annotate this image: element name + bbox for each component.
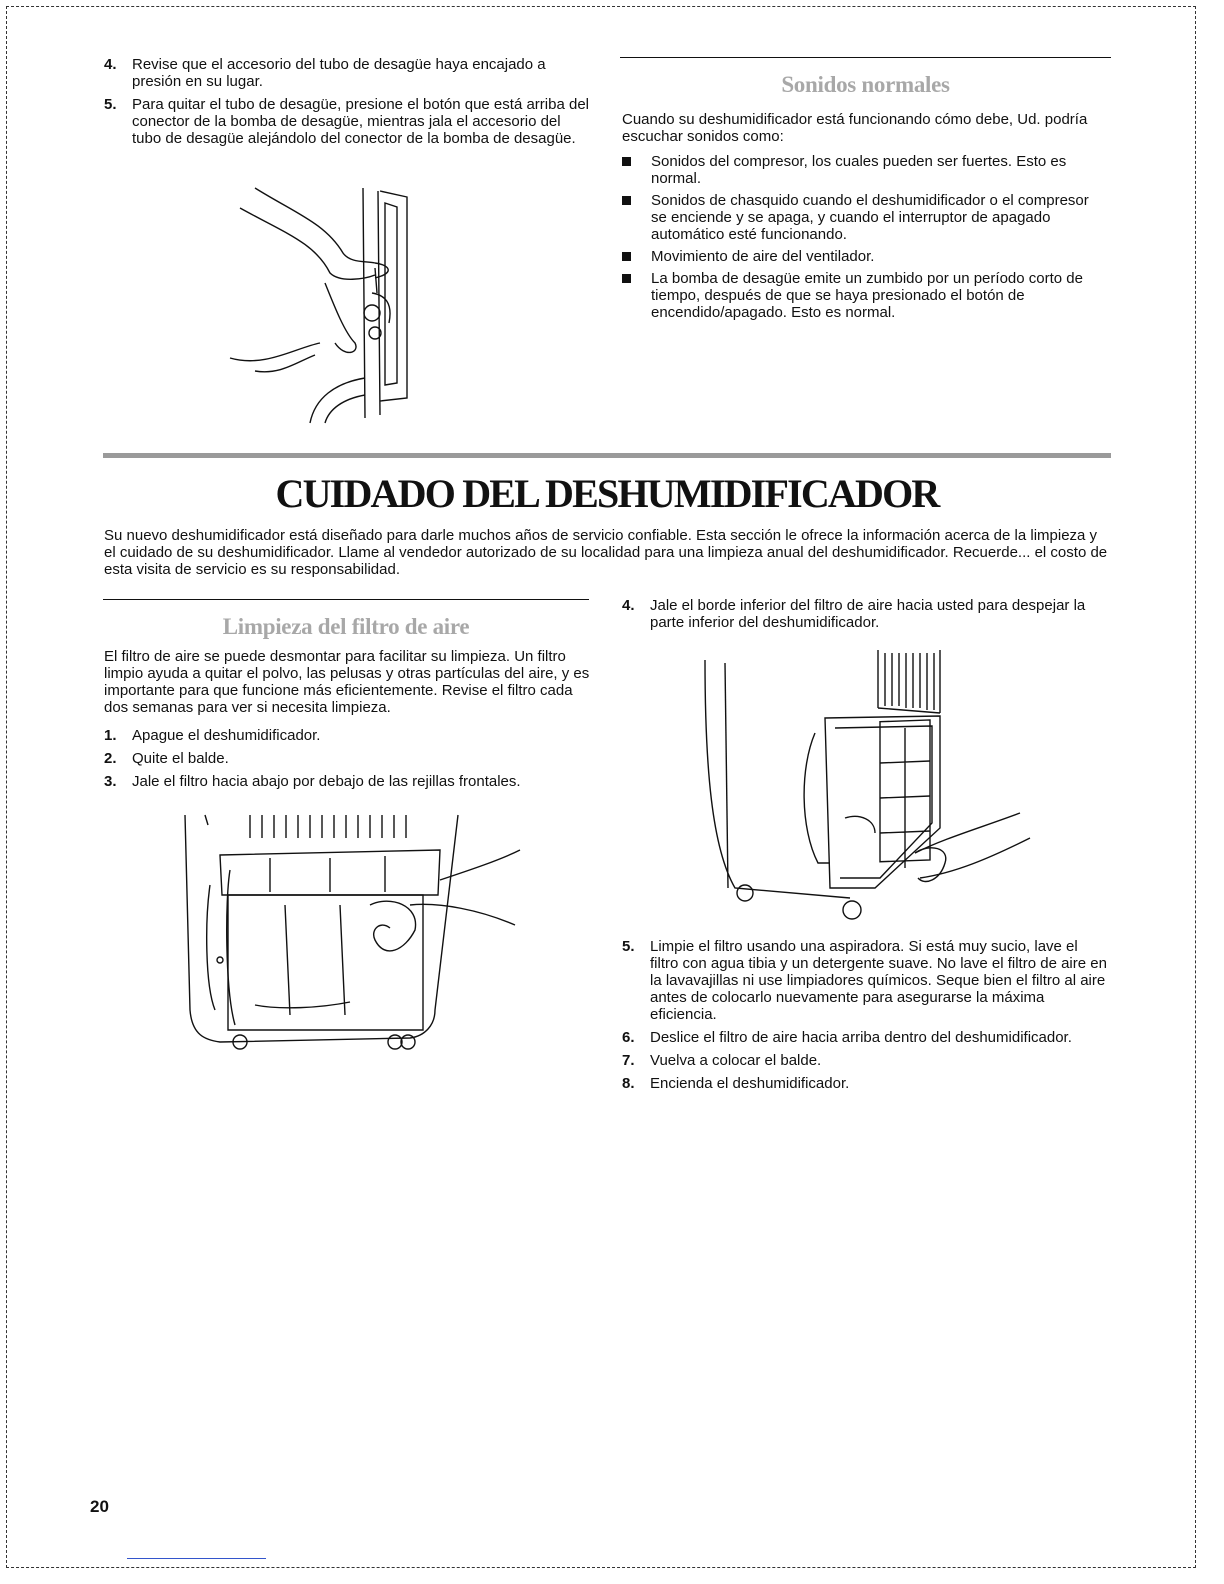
step-text: Deslice el filtro de aire hacia arriba dentro del deshumidificador. (650, 1029, 1072, 1046)
filter-removal-illustration (180, 810, 525, 1055)
step-text: Quite el balde. (132, 750, 229, 767)
list-item (104, 727, 590, 744)
step-number: 1. (104, 727, 117, 744)
bullet-square-icon (622, 196, 631, 205)
sounds-section-rule (620, 57, 1111, 58)
step-text: Jale el borde inferior del filtro de aire hacia usted para despejar la parte inferior del deshumidificador. (650, 597, 1086, 631)
list-item (622, 1029, 1108, 1046)
page-title: CUIDADO DEL DESHUMIDIFICADOR (275, 471, 939, 516)
list-item (620, 248, 1105, 265)
list-item (622, 597, 1104, 631)
step-text: Revise que el accesorio del tubo de desagüe haya encajado a presión en su lugar. (132, 56, 546, 90)
step-text: Limpie el filtro usando una aspiradora. Si está muy sucio, lave el filtro con agua tibia y un detergente suave. No lave el filtro de aire en la lavavajillas ni use limpiadores químicos. Seque bien el filtro al aire antes de colocarlo nuevamente para asegurarse la máxima eficiencia. (650, 938, 1107, 1023)
list-item (104, 750, 590, 767)
filter-heading: Limpieza del filtro de aire (222, 614, 470, 639)
step-text: Para quitar el tubo de desagüe, presione el botón que está arriba del conector de la bomba de desagüe, mientras jala el accesorio del tubo de desagüe alejándolo del conector de la bomba de desagüe. (132, 96, 589, 147)
list-item (622, 938, 1108, 1023)
bullet-square-icon (622, 274, 631, 283)
step-number: 7. (622, 1052, 635, 1069)
step-number: 2. (104, 750, 117, 767)
care-intro: Su nuevo deshumidificador está diseñado para darle muchos años de servicio confiable. Esta sección le ofrece la información acerca de la limpieza y el cuidado de su deshumidificador. Llame al vendedor autorizado de su localidad para una limpieza anual del deshumidificador. Recuerde... el costo de esta visita de servicio es su responsabilidad. (104, 527, 1108, 578)
step-number: 4. (622, 597, 635, 614)
filter-steps-5-8 (622, 938, 1108, 1098)
filter-pull-illustration (700, 648, 1040, 923)
list-item-text: La bomba de desagüe emite un zumbido por un período corto de tiempo, después de que se haya presionado el botón de encendido/apagado. Esto es normal. (651, 270, 1083, 321)
step-number: 8. (622, 1075, 635, 1092)
drain-hose-illustration (225, 183, 415, 428)
filter-step-4 (622, 597, 1104, 637)
step-number: 5. (104, 96, 117, 113)
filter-steps-1-3 (104, 727, 590, 796)
list-item (104, 773, 590, 790)
step-number: 4. (104, 56, 117, 73)
step-text: Jale el filtro hacia abajo por debajo de las rejillas frontales. (132, 773, 521, 790)
list-item (620, 270, 1105, 321)
list-item-text: Sonidos de chasquido cuando el deshumidificador o el compresor se enciende y se apaga, y cuando el interruptor de apagado automático esté funcionando. (651, 192, 1089, 243)
step-number: 3. (104, 773, 117, 790)
list-item (622, 1052, 1108, 1069)
sounds-list (620, 153, 1105, 326)
filter-intro: El filtro de aire se puede desmontar para facilitar su limpieza. Un filtro limpio ayuda a quitar el polvo, las pelusas y otras partículas del aire, y es importante para que funcione más eficientemente. Revise el filtro cada dos semanas para ver si necesita limpieza. (104, 648, 590, 716)
list-item (622, 1075, 1108, 1092)
list-item-text: Sonidos del compresor, los cuales pueden ser fuertes. Esto es normal. (651, 153, 1067, 187)
bullet-square-icon (622, 157, 631, 166)
step-text: Vuelva a colocar el balde. (650, 1052, 822, 1069)
page-number: 20 (90, 1497, 109, 1516)
bullet-square-icon (622, 252, 631, 261)
footer-line (127, 1558, 266, 1559)
step-number: 5. (622, 938, 635, 955)
step-text: Apague el deshumidificador. (132, 727, 321, 744)
list-item (620, 153, 1105, 187)
list-item (620, 192, 1105, 243)
list-item (104, 56, 590, 90)
step-text: Encienda el deshumidificador. (650, 1075, 850, 1092)
drain-hose-steps (104, 56, 590, 153)
filter-section-rule (103, 599, 589, 600)
sounds-intro: Cuando su deshumidificador está funcionando cómo debe, Ud. podría escuchar sonidos como: (622, 111, 1088, 145)
list-item-text: Movimiento de aire del ventilador. (651, 248, 875, 265)
sounds-heading: Sonidos normales (781, 72, 950, 97)
step-number: 6. (622, 1029, 635, 1046)
section-divider (103, 453, 1111, 458)
list-item (104, 96, 590, 147)
